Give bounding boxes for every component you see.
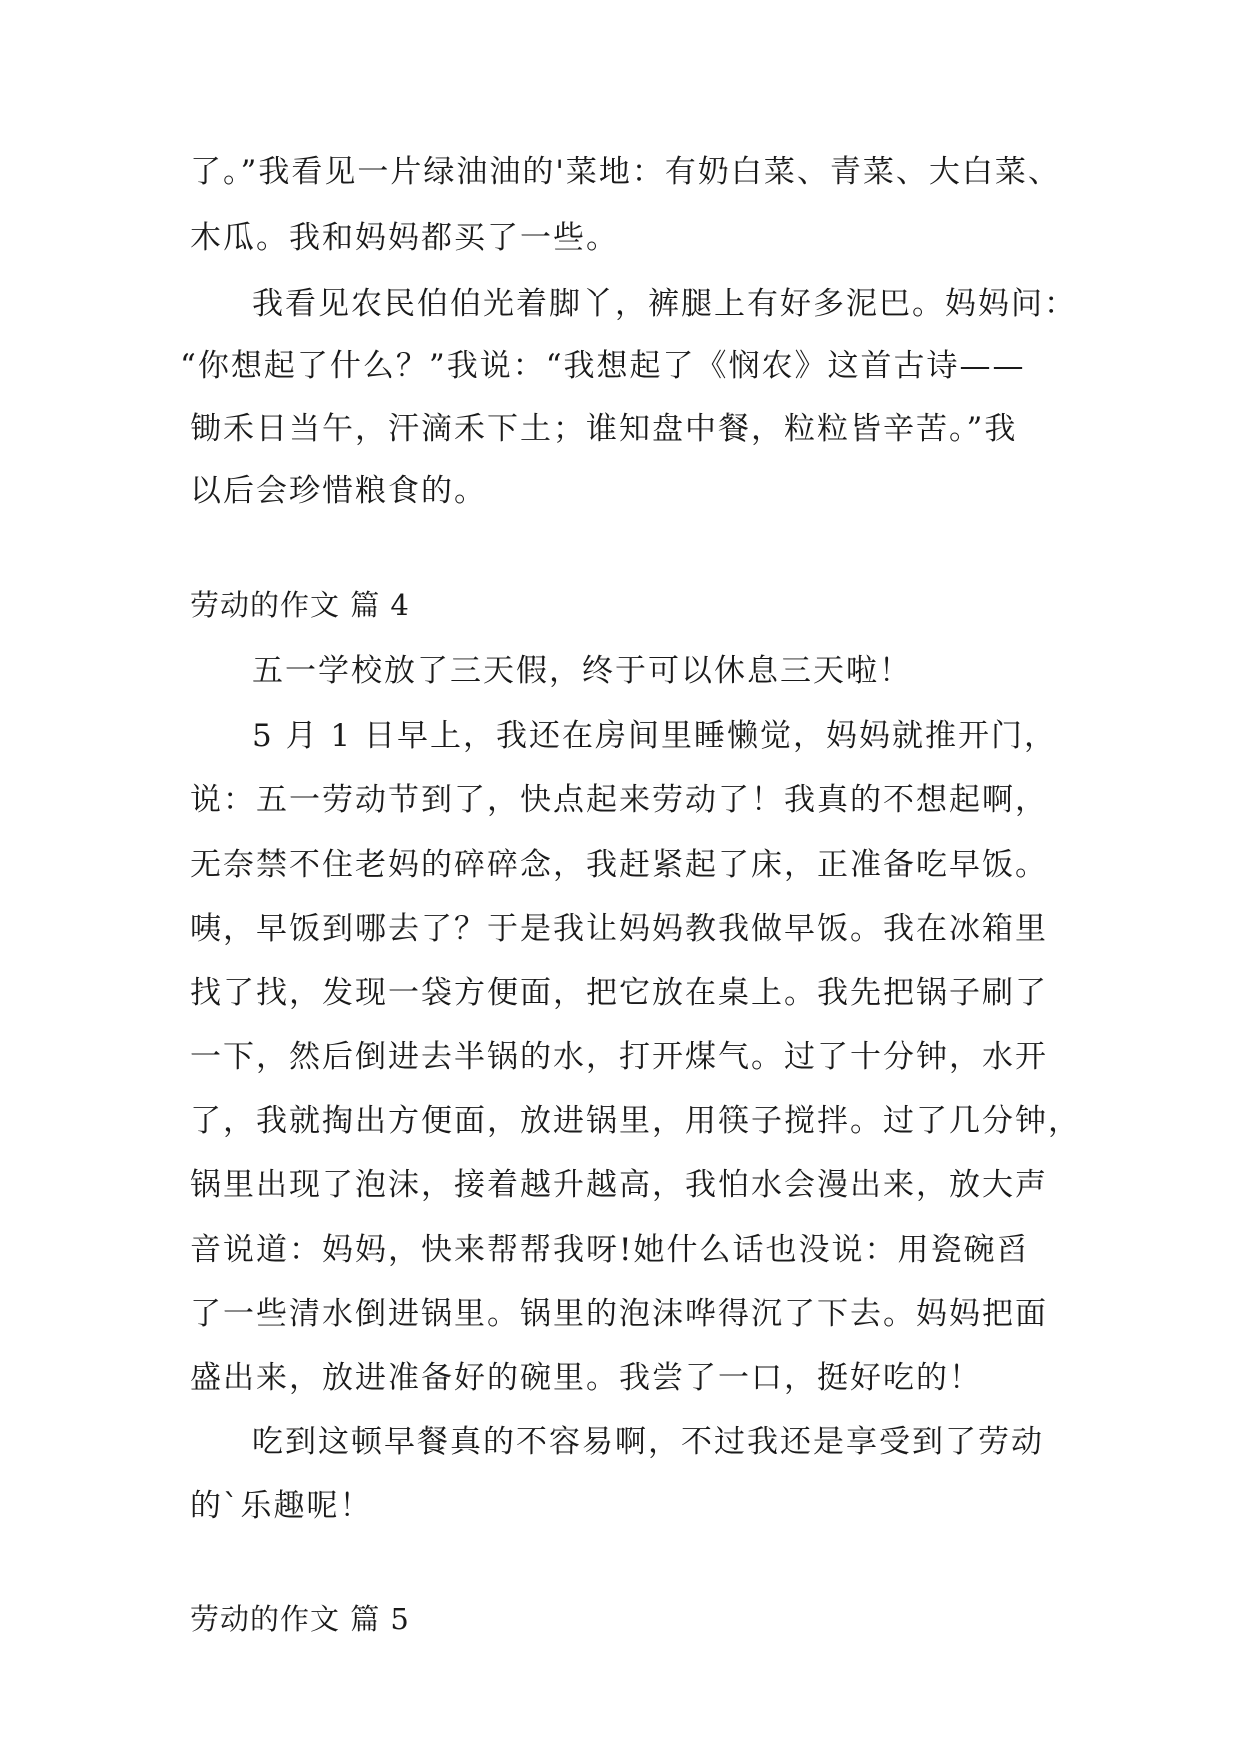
paragraph-line: 咦，早饭到哪去了？于是我让妈妈教我做早饭。我在冰箱里 [190, 911, 1048, 947]
paragraph-line: 无奈禁不住老妈的碎碎念，我赶紧起了床，正准备吃早饭。 [190, 847, 1048, 883]
section-heading: 劳动的作文 篇 4 [190, 588, 410, 622]
paragraph-line: 了一些清水倒进锅里。锅里的泡沫哗得沉了下去。妈妈把面 [190, 1296, 1048, 1332]
paragraph-line: 了，我就掏出方便面，放进锅里，用筷子搅拌。过了几分钟， [190, 1103, 1081, 1139]
paragraph-line: 一下，然后倒进去半锅的水，打开煤气。过了十分钟，水开 [190, 1039, 1048, 1075]
paragraph-line: 盛出来，放进准备好的碗里。我尝了一口，挺好吃的！ [190, 1360, 982, 1396]
paragraph-line: 说：五一劳动节到了，快点起来劳动了！我真的不想起啊， [190, 782, 1048, 818]
paragraph-line: 以后会珍惜粮食的。 [190, 473, 487, 509]
section-heading: 劳动的作文 篇 5 [190, 1602, 410, 1636]
paragraph-line: 锄禾日当午，汗滴禾下土；谁知盘中餐，粒粒皆辛苦。”我 [190, 411, 1018, 447]
paragraph-line: 音说道：妈妈，快来帮帮我呀!她什么话也没说：用瓷碗舀 [190, 1232, 1030, 1268]
paragraph-line: 的`乐趣呢！ [190, 1488, 373, 1524]
paragraph-line: 锅里出现了泡沫，接着越升越高，我怕水会漫出来，放大声 [190, 1167, 1048, 1203]
paragraph-line: “你想起了什么？”我说：“我想起了《悯农》这首古诗—— [180, 348, 1026, 384]
paragraph-line: 了。”我看见一片绿油油的'菜地：有奶白菜、青菜、大白菜、 [190, 154, 1061, 190]
paragraph-line: 我看见农民伯伯光着脚丫，裤腿上有好多泥巴。妈妈问： [252, 286, 1077, 322]
paragraph-line: 5 月 1 日早上，我还在房间里睡懒觉，妈妈就推开门， [252, 718, 1058, 754]
paragraph-line: 木瓜。我和妈妈都买了一些。 [190, 220, 619, 256]
paragraph-line: 找了找，发现一袋方便面，把它放在桌上。我先把锅子刷了 [190, 975, 1048, 1011]
paragraph-line: 吃到这顿早餐真的不容易啊，不过我还是享受到了劳动 [252, 1424, 1044, 1460]
paragraph-line: 五一学校放了三天假，终于可以休息三天啦！ [252, 653, 912, 689]
